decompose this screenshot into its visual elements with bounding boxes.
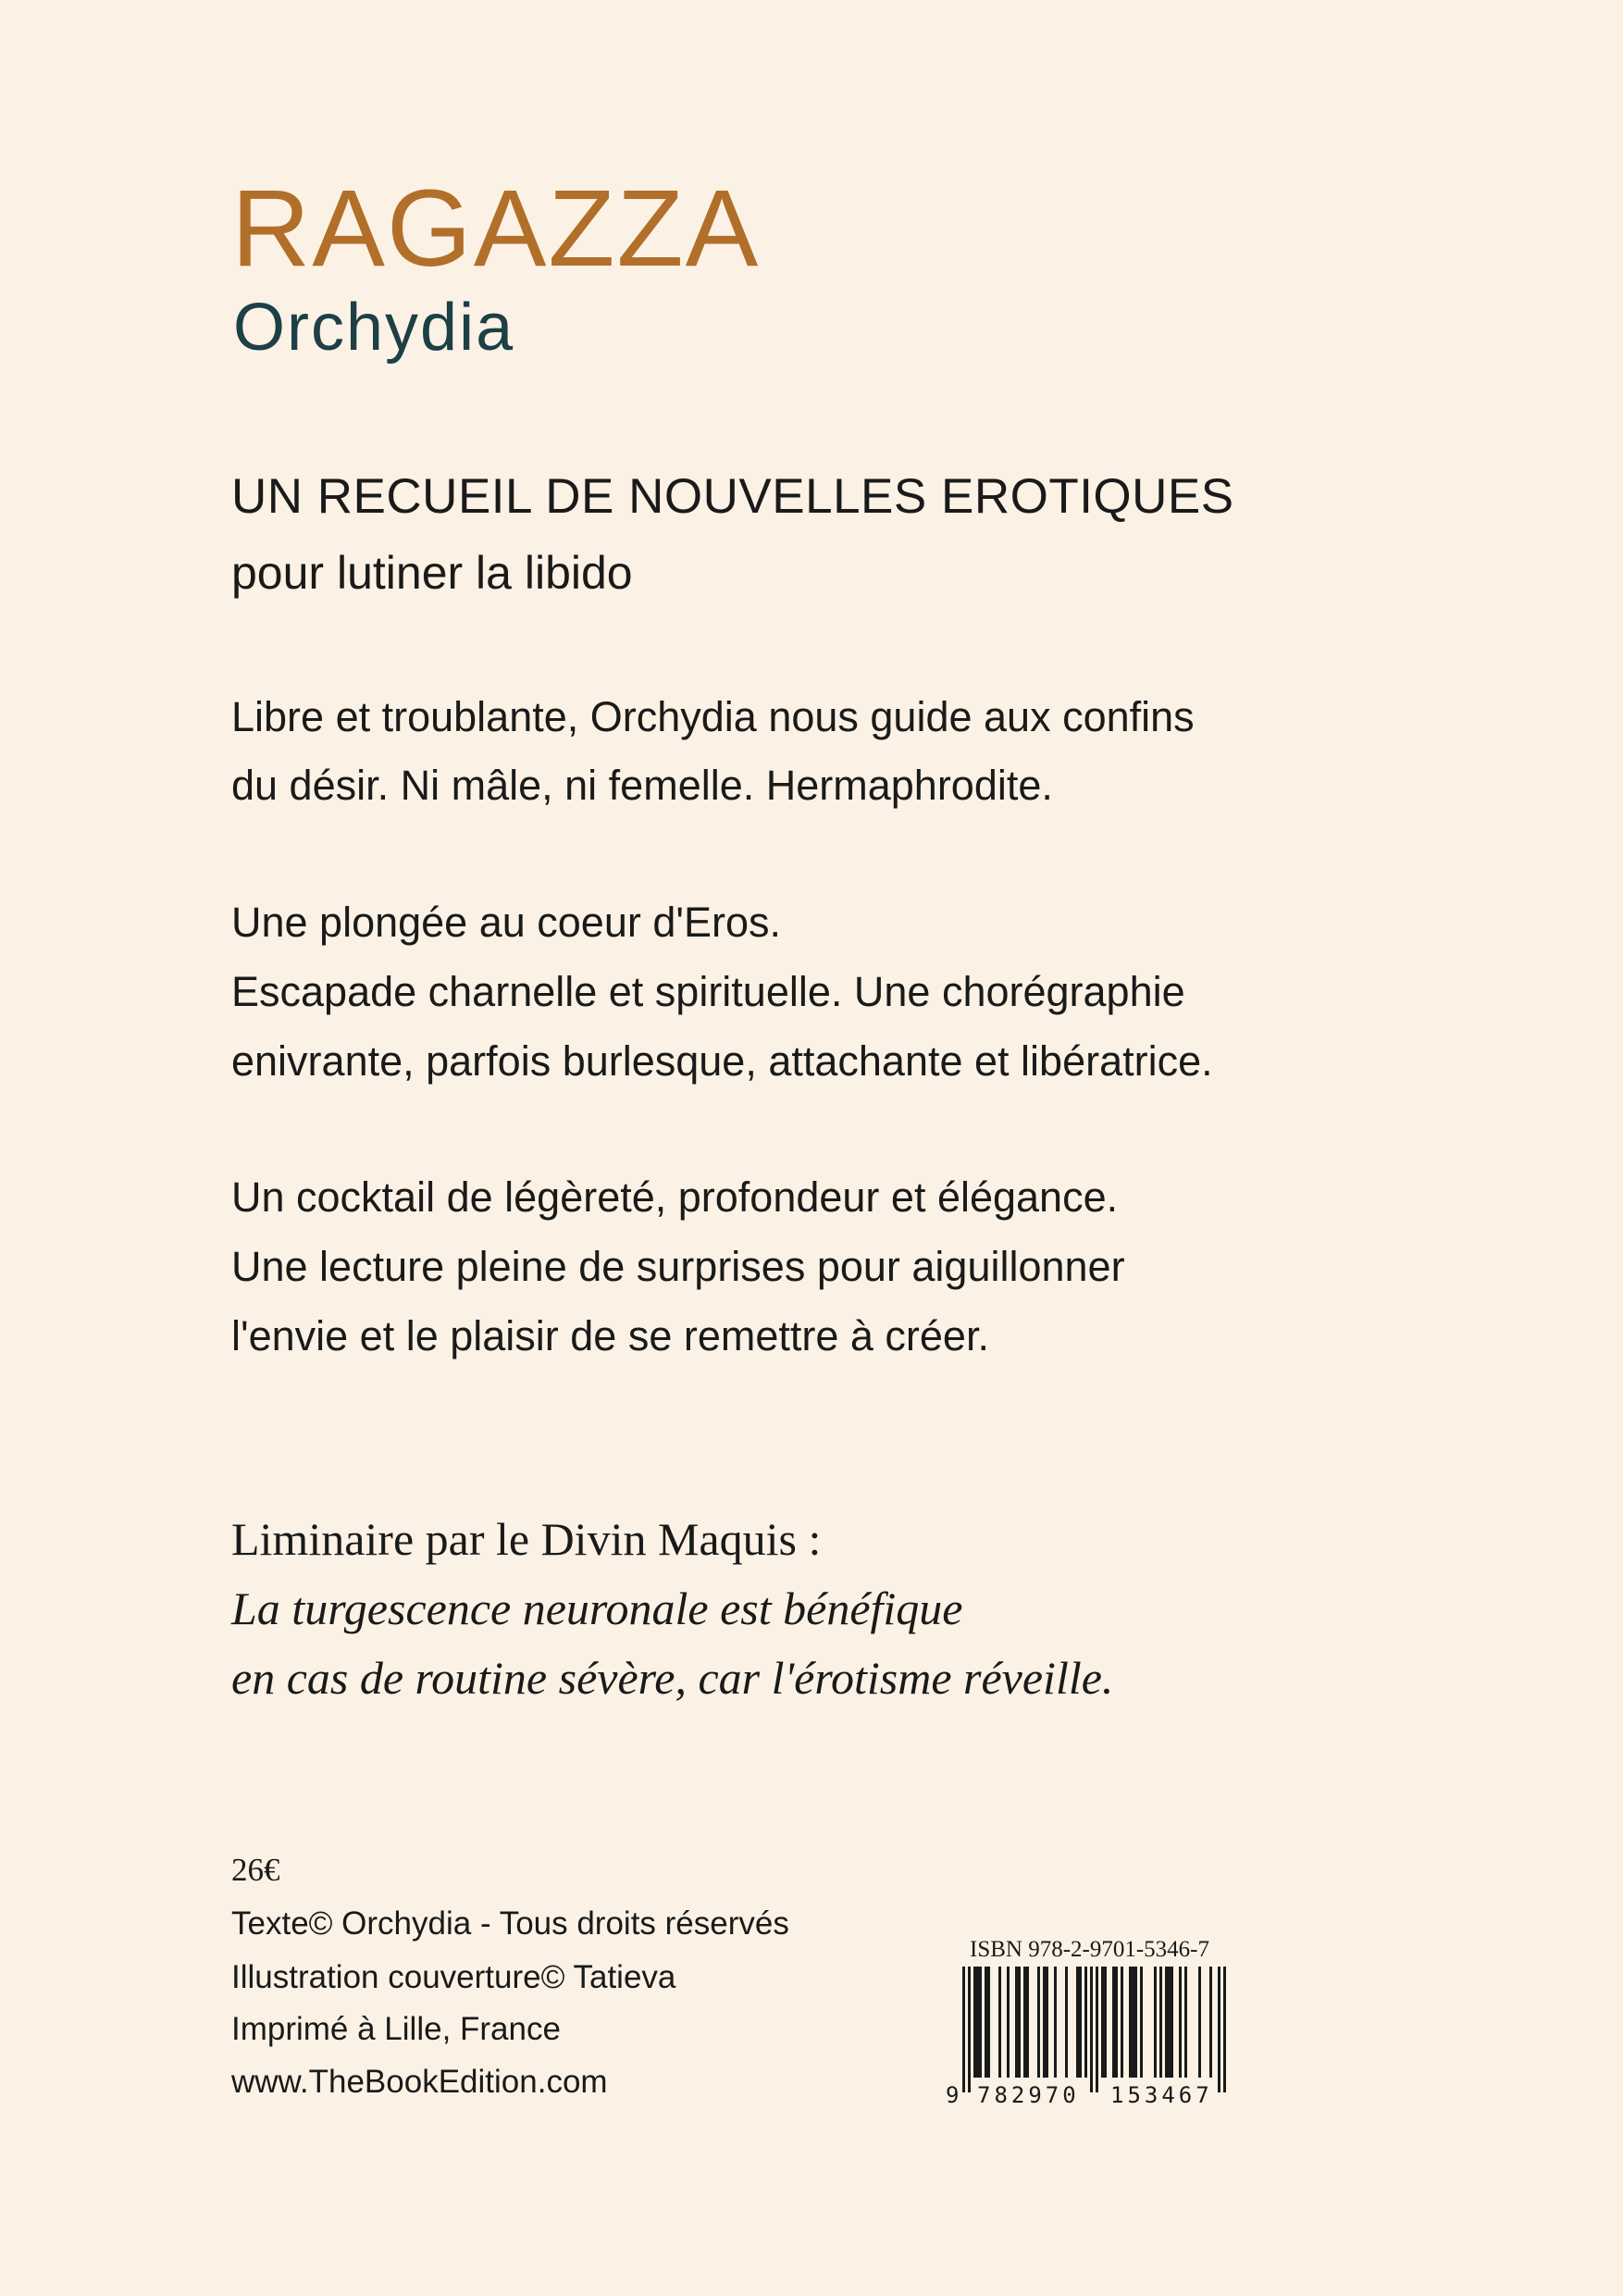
book-title: RAGAZZA <box>231 168 761 290</box>
barcode-bars <box>946 1967 1244 2096</box>
barcode-bar <box>1140 1967 1143 2078</box>
liminaire-intro: Liminaire par le Divin Maquis : <box>231 1513 822 1565</box>
barcode-bar <box>973 1967 976 2078</box>
barcode-bar <box>1026 1967 1029 2078</box>
credit-line: Texte© Orchydia - Tous droits réservés <box>231 1905 789 1942</box>
blurb-line: l'envie et le plaisir de se remettre à créer. <box>231 1312 989 1359</box>
publisher-url: www.TheBookEdition.com <box>231 2064 608 2100</box>
blurb-line: Libre et troublante, Orchydia nous guide aux confins <box>231 693 1195 740</box>
author-name: Orchydia <box>233 291 515 365</box>
barcode-bar <box>1132 1967 1134 2078</box>
price: 26€ <box>231 1852 280 1888</box>
barcode-bar <box>976 1967 979 2078</box>
barcode-bar <box>1121 1967 1123 2078</box>
isbn-barcode <box>946 1937 1244 2108</box>
barcode-bar <box>1115 1967 1118 2078</box>
blurb-line: Escapade charnelle et spirituelle. Une chorégraphie <box>231 968 1185 1015</box>
barcode-bar <box>987 1967 990 2078</box>
barcode-bar <box>1171 1967 1173 2078</box>
blurb-line: du désir. Ni mâle, ni femelle. Hermaphrodite. <box>231 762 1053 809</box>
barcode-bar <box>1023 1967 1026 2078</box>
barcode-bar <box>1129 1967 1132 2078</box>
tagline: UN RECUEIL DE NOUVELLES EROTIQUES <box>231 469 1234 524</box>
barcode-bar <box>1065 1967 1068 2078</box>
barcode-bar <box>968 1967 971 2092</box>
barcode-bar <box>1209 1967 1212 2078</box>
barcode-bar <box>1096 1967 1098 2092</box>
barcode-bar <box>1165 1967 1168 2078</box>
barcode-bar <box>1223 1967 1226 2092</box>
barcode-digit-first: 9 <box>946 2082 960 2108</box>
blurb-line: enivrante, parfois burlesque, attachante et libératrice. <box>231 1037 1213 1085</box>
isbn-label: ISBN 978-2-9701-5346-7 <box>970 1937 1210 1962</box>
barcode-digits-right: 153467 <box>1110 2082 1213 2108</box>
blurb-line: Un cocktail de légèreté, profondeur et élégance. <box>231 1173 1119 1221</box>
barcode-bar <box>1134 1967 1137 2078</box>
barcode-bar <box>1198 1967 1201 2078</box>
barcode-bar <box>985 1967 987 2078</box>
blurb-line: Une lecture pleine de surprises pour aiguillonner <box>231 1243 1125 1290</box>
barcode-bar <box>998 1967 1001 2078</box>
barcode-bar <box>1159 1967 1162 2078</box>
barcode-bar <box>1112 1967 1115 2078</box>
barcode-bar <box>1018 1967 1021 2078</box>
barcode-bar <box>1101 1967 1104 2078</box>
barcode-bar <box>1104 1967 1107 2078</box>
barcode-bar <box>1179 1967 1182 2078</box>
barcode-bar <box>1043 1967 1046 2078</box>
credit-line: Illustration couverture© Tatieva <box>231 1959 676 1995</box>
barcode-bar <box>1154 1967 1157 2078</box>
blurb-line: Une plongée au coeur d'Eros. <box>231 899 781 946</box>
subtagline: pour lutiner la libido <box>231 547 633 599</box>
barcode-bar <box>1076 1967 1079 2078</box>
liminaire-quote-line: en cas de routine sévère, car l'érotisme réveille. <box>231 1652 1114 1704</box>
barcode-bar <box>1054 1967 1057 2078</box>
barcode-bar <box>1037 1967 1040 2078</box>
liminaire-quote-line: La turgescence neuronale est bénéfique <box>231 1582 963 1634</box>
credit-line: Imprimé à Lille, France <box>231 2011 561 2047</box>
barcode-bar <box>1079 1967 1082 2078</box>
barcode-bar <box>1184 1967 1187 2078</box>
barcode-bar <box>979 1967 982 2078</box>
barcode-bar <box>1168 1967 1171 2078</box>
barcode-bar <box>1084 1967 1087 2078</box>
barcode-bar <box>962 1967 965 2092</box>
barcode-digits-left: 782970 <box>977 2082 1080 2108</box>
barcode-bar <box>1015 1967 1018 2078</box>
barcode-bar <box>1046 1967 1048 2078</box>
barcode-bar <box>1218 1967 1220 2092</box>
barcode-bar <box>1090 1967 1093 2092</box>
barcode-bar <box>1007 1967 1010 2078</box>
